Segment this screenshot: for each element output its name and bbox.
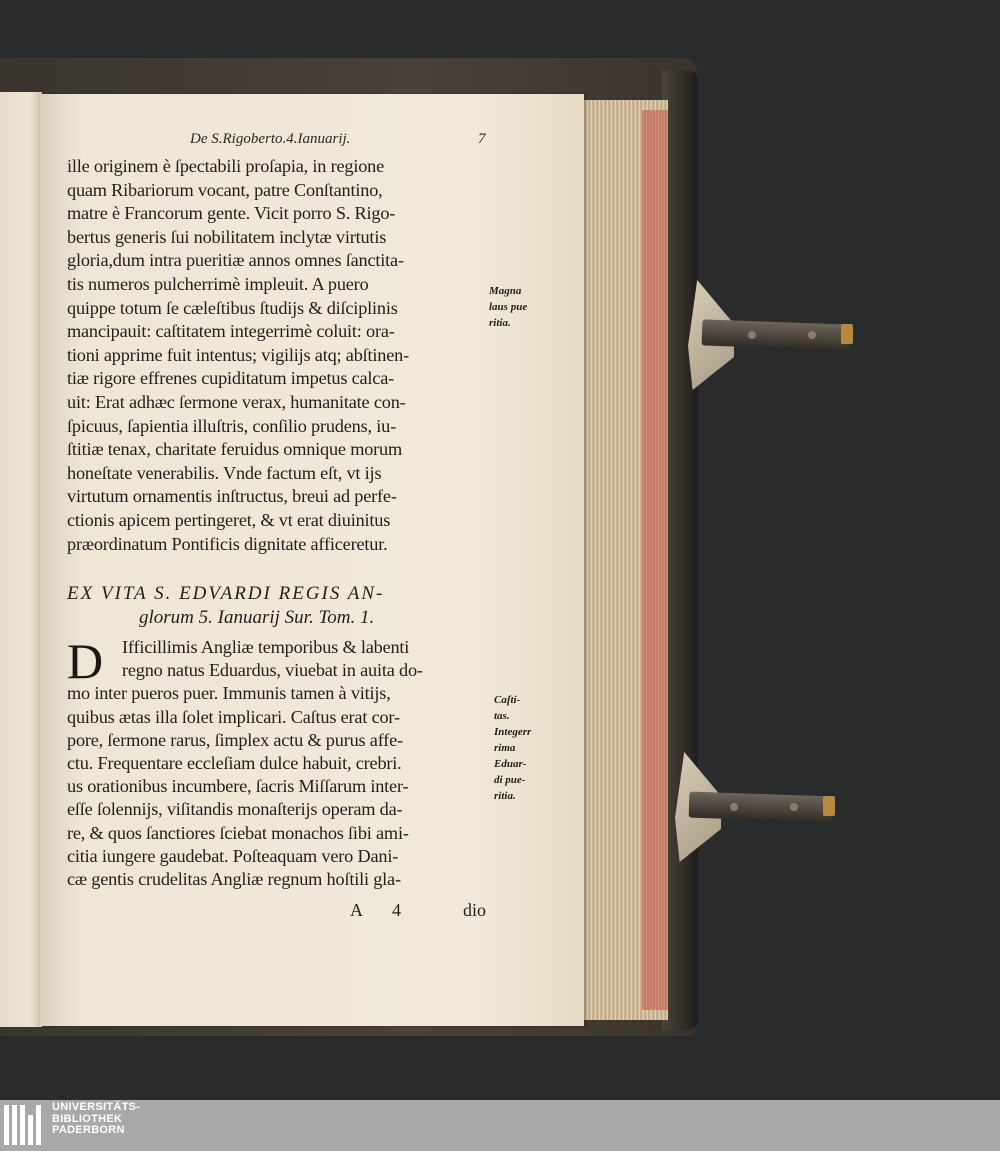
marginal-note-1 bbox=[489, 283, 527, 331]
library-logo-text bbox=[52, 1102, 140, 1137]
library-logo-icon bbox=[4, 1105, 46, 1145]
marginal-line: ritia. bbox=[489, 317, 511, 329]
section-heading-line-2: glorum 5. Ianuarij Sur. Tom. 1. bbox=[139, 607, 375, 628]
marginal-line: di pue- bbox=[494, 774, 526, 786]
marginal-line: Magna bbox=[489, 285, 522, 297]
signature-mark: A bbox=[350, 900, 363, 920]
text-line: præordinatum Pontificis dignitate afficeretur. bbox=[67, 533, 388, 554]
text-line: ctionis apicem pertingeret, & vt erat diuinitus bbox=[67, 509, 391, 530]
marginal-note-2 bbox=[494, 692, 531, 804]
text-line: quippe totum ſe cæleſtibus ſtudijs & diſciplinis bbox=[67, 297, 398, 318]
text-line: mo inter pueros puer. Immunis tamen à vitijs, bbox=[67, 683, 391, 704]
text-line: ſpicuus, ſapientia illuſtris, conſilio prudens, iu- bbox=[67, 415, 396, 436]
marginal-line: Integerr bbox=[494, 726, 532, 738]
text-line: Ifficillimis Angliæ temporibus & labenti bbox=[122, 637, 410, 657]
body-paragraph-2 bbox=[67, 633, 497, 891]
text-line: matre è Francorum gente. Vicit porro S. Rigo- bbox=[67, 203, 396, 224]
section-heading-line-1: EX VITA S. EDVARDI REGIS AN- bbox=[67, 583, 385, 604]
text-line: mancipauit: caſtitatem integerrimè coluit: ora- bbox=[67, 321, 395, 342]
book-clasp-upper bbox=[688, 310, 853, 358]
book-clasp-lower bbox=[675, 782, 835, 830]
text-line: cæ gentis crudelitas Angliæ regnum hoſtili gla- bbox=[67, 869, 401, 890]
text-line: quibus ætas illa ſolet implicari. Caſtus erat cor- bbox=[67, 706, 400, 727]
text-line: tiæ rigore effrenes cupiditatum impetus calca- bbox=[67, 368, 395, 389]
text-line: ctu. Frequentare eccleſiam dulce habuit, crebri. bbox=[67, 753, 402, 774]
marginal-line: Caſti- bbox=[494, 694, 521, 706]
text-line: ille originem è ſpectabili proſapia, in regione bbox=[67, 156, 385, 176]
marginal-line: Eduar- bbox=[494, 758, 527, 770]
facing-page-edge bbox=[0, 92, 42, 1027]
library-footer-bar bbox=[0, 1100, 1000, 1151]
drop-cap: D bbox=[67, 633, 104, 689]
body-paragraph-1 bbox=[67, 155, 491, 556]
marginal-line: tas. bbox=[494, 710, 510, 722]
logo-line-3: PADERBORN bbox=[52, 1124, 125, 1136]
text-line: pore, ſermone rarus, ſimplex actu & purus affe- bbox=[67, 729, 403, 750]
text-line: tioni apprime fuit intentus; vigilijs atq; abſtinen- bbox=[67, 344, 409, 365]
text-line: eſſe ſolennijs, viſitandis monaſterijs operam da- bbox=[67, 799, 403, 820]
text-line: honeſtate venerabilis. Vnde factum eſt, vt ijs bbox=[67, 462, 382, 483]
text-line: re, & quos ſanctiores ſciebat monachos ſibi ami- bbox=[67, 822, 409, 843]
marginal-line: laus pue bbox=[489, 301, 528, 313]
logo-line-2: BIBLIOTHEK bbox=[52, 1112, 123, 1125]
text-line: quam Ribariorum vocant, patre Conſtantino, bbox=[67, 179, 383, 200]
text-line: tis numeros pulcherrimè impleuit. A puero bbox=[67, 273, 369, 294]
logo-line-1: UNIVERSITÄTS- bbox=[52, 1101, 141, 1113]
text-line: regno natus Eduardus, viuebat in auita do- bbox=[122, 660, 423, 681]
signature-number: 4 bbox=[392, 900, 401, 920]
text-line: bertus generis ſui nobilitatem inclytæ virtutis bbox=[67, 226, 387, 247]
text-line: ſtitiæ tenax, charitate feruidus omnique morum bbox=[67, 439, 403, 460]
text-line: uit: Erat adhæc ſermone verax, humanitate con- bbox=[67, 391, 406, 412]
text-line: virtutum ornamentis inſtructus, breui ad perfe- bbox=[67, 486, 397, 507]
page-number: 7 bbox=[478, 131, 486, 147]
text-line: gloria,dum intra pueritiæ annos omnes ſanctita- bbox=[67, 250, 404, 271]
page-edges bbox=[582, 100, 668, 1020]
catchword: dio bbox=[463, 900, 487, 920]
marginal-line: ritia. bbox=[494, 790, 516, 802]
running-head: De S.Rigoberto.4.Ianuarij. bbox=[190, 131, 351, 147]
text-line: us orationibus incumbere, ſacris Miſſarum inter- bbox=[67, 776, 409, 797]
text-line: citia iungere gaudebat. Poſteaquam vero Dani- bbox=[67, 845, 399, 866]
section-heading bbox=[67, 582, 497, 630]
marginal-line: rima bbox=[494, 742, 516, 754]
